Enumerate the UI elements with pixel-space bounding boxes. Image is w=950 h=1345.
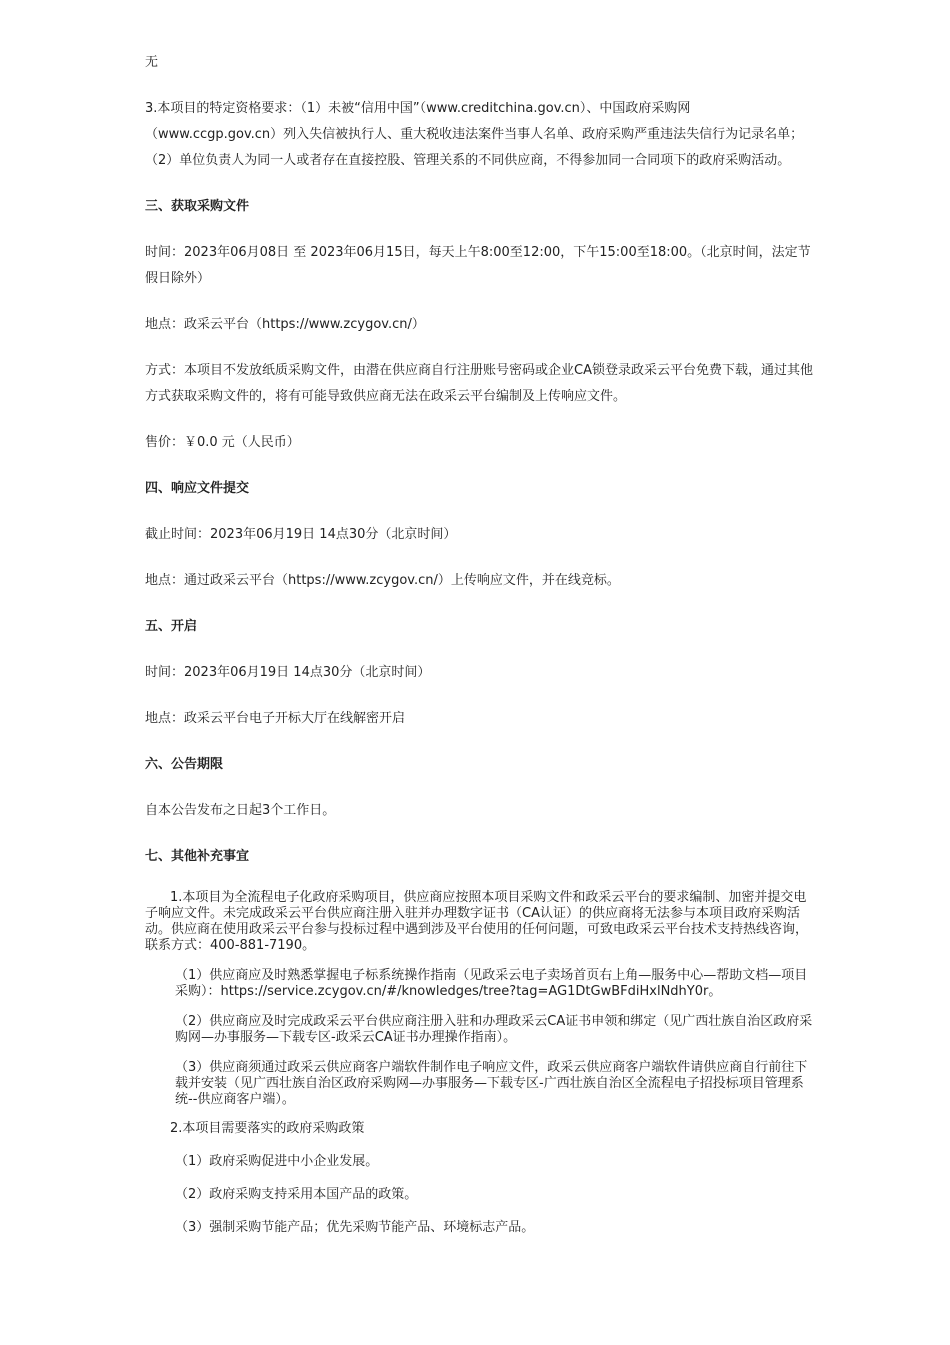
policy-item-1: （1）政府采购促进中小企业发展。 [175,1154,379,1169]
section-3-method: 方式：本项目不发放纸质采购文件，由潜在供应商自行注册账号密码或企业CA锁登录政采云平台免费下载，通过其他方式获取采购文件的，将有可能导致供应商无法在政采云平台编制及上传响应文件。 [145,363,813,404]
top-line: 无 [145,55,159,70]
section-4-heading: 四、响应文件提交 [145,481,250,496]
section-3-price: 售价：￥0.0 元（人民币） [145,435,300,450]
section-5-time: 时间：2023年06月19日 14点30分（北京时间） [145,665,431,680]
section-6-heading: 六、公告期限 [145,757,224,772]
announcement-document [145,50,815,1241]
section-7-item-1: （1）供应商应及时熟悉掌握电子标系统操作指南（见政采云电子卖场首页右上角—服务中心—帮助文档—项目采购）：https://service.zcygov.cn/#/knowledges/tree?tag=AG1DtGwBFdiHxlNdhY0r。 [175,968,808,999]
section-6-text: 自本公告发布之日起3个工作日。 [145,803,336,818]
section-3-place: 地点：政采云平台（https://www.zcygov.cn/） [145,317,425,332]
section-7-item-2: （2）供应商应及时完成政采云平台供应商注册入驻和办理政采云CA证书申领和绑定（见广西壮族自治区政府采购网—办事服务—下载专区-政采云CA证书办理操作指南）。 [175,1014,813,1045]
section-7-paragraph-1: 1.本项目为全流程电子化政府采购项目，供应商应按照本项目采购文件和政采云平台的要求编制、加密并提交电子响应文件。未完成政采云平台供应商注册入驻并办理数字证书（CA认证）的供应商将无法参与本项目政府采购活动。供应商在使用政采云平台参与投标过程中遇到涉及平台使用的任何问题，可致电政采云平台技术支持热线咨询，联系方式：400-881-7190。 [145,890,809,953]
section-4-deadline: 截止时间：2023年06月19日 14点30分（北京时间） [145,527,457,542]
policy-title: 2.本项目需要落实的政府采购政策 [170,1121,365,1136]
section-3-time: 时间：2023年06月08日 至 2023年06月15日，每天上午8:00至12:00，下午15:00至18:00。（北京时间，法定节假日除外） [145,245,811,286]
section-3-heading: 三、获取采购文件 [145,199,250,214]
policy-item-2: （2）政府采购支持采用本国产品的政策。 [175,1187,418,1202]
section-5-place: 地点：政采云平台电子开标大厅在线解密开启 [145,711,406,726]
section-5-heading: 五、开启 [145,619,198,634]
section-7-item-3: （3）供应商须通过政采云供应商客户端软件制作电子响应文件，政采云供应商客户端软件请供应商自行前往下载并安装（见广西壮族自治区政府采购网—办事服务—下载专区-广西壮族自治区全流程电子招投标项目管理系统--供应商客户端）。 [175,1060,808,1107]
section-7-heading: 七、其他补充事宜 [145,849,250,864]
qualification-requirement: 3.本项目的特定资格要求：（1）未被“信用中国”（www.creditchina.gov.cn）、中国政府采购网（www.ccgp.gov.cn）列入失信被执行人、重大税收违法案件当事人名单、政府采购严重违法失信行为记录名单；（2）单位负责人为同一人或者存在直接控股、管理关系的不同供应商，不得参加同一合同项下的政府采购活动。 [145,101,804,168]
section-4-place: 地点：通过政采云平台（https://www.zcygov.cn/）上传响应文件，并在线竞标。 [145,573,620,588]
policy-item-3: （3）强制采购节能产品；优先采购节能产品、环境标志产品。 [175,1220,535,1235]
